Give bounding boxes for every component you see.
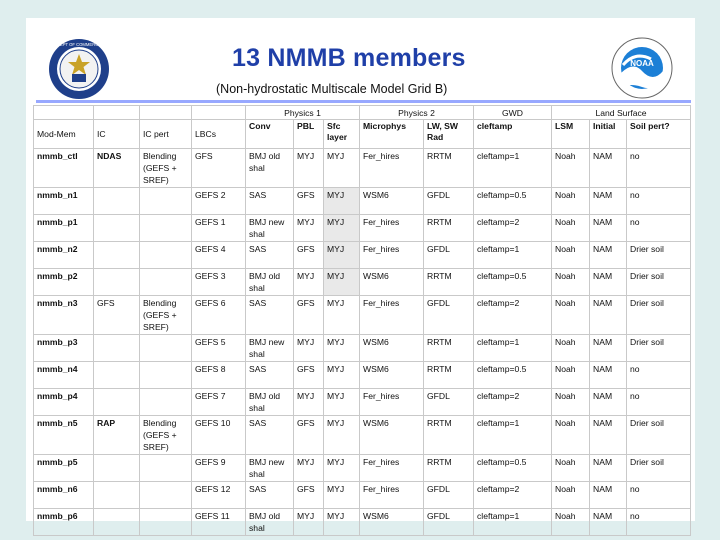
cell-pbl: GFS bbox=[294, 416, 324, 455]
cell-gwd: cleftamp=0.5 bbox=[474, 188, 552, 215]
svg-text:DEPT OF COMMERCE: DEPT OF COMMERCE bbox=[56, 42, 102, 47]
cell-lbc: GEFS 5 bbox=[192, 335, 246, 362]
col-header: Conv bbox=[246, 120, 294, 149]
cell-mem: nmmb_p1 bbox=[34, 215, 94, 242]
cell-lbc: GEFS 7 bbox=[192, 389, 246, 416]
table-row bbox=[34, 362, 691, 389]
table-row bbox=[34, 296, 691, 335]
cell-mem: nmmb_n2 bbox=[34, 242, 94, 269]
cell-ic: RAP bbox=[94, 416, 140, 455]
cell-conv: SAS bbox=[246, 362, 294, 389]
cell-pbl: MYJ bbox=[294, 455, 324, 482]
cell-mem: nmmb_n6 bbox=[34, 482, 94, 509]
cell-soil: no bbox=[627, 509, 691, 536]
col-header: PBL bbox=[294, 120, 324, 149]
cell-init: NAM bbox=[590, 455, 627, 482]
cell-lsm: Noah bbox=[552, 242, 590, 269]
cell-ic bbox=[94, 455, 140, 482]
cell-lbc: GEFS 10 bbox=[192, 416, 246, 455]
cell-init: NAM bbox=[590, 269, 627, 296]
cell-gwd: cleftamp=1 bbox=[474, 416, 552, 455]
cell-init: NAM bbox=[590, 389, 627, 416]
cell-lbc: GEFS 12 bbox=[192, 482, 246, 509]
cell-lbc: GEFS 1 bbox=[192, 215, 246, 242]
cell-pbl: GFS bbox=[294, 188, 324, 215]
cell-sfc: MYJ bbox=[324, 389, 360, 416]
cell-lsm: Noah bbox=[552, 509, 590, 536]
cell-soil: no bbox=[627, 389, 691, 416]
group-header-row bbox=[34, 106, 691, 120]
cell-mem: nmmb_n1 bbox=[34, 188, 94, 215]
cell-lbc: GEFS 4 bbox=[192, 242, 246, 269]
cell-conv: SAS bbox=[246, 482, 294, 509]
cell-init: NAM bbox=[590, 215, 627, 242]
cell-soil: no bbox=[627, 362, 691, 389]
cell-icpert: Blending (GEFS + SREF) bbox=[140, 296, 192, 335]
cell-rad: RRTM bbox=[424, 416, 474, 455]
cell-lsm: Noah bbox=[552, 362, 590, 389]
cell-icpert: Blending (GEFS + SREF) bbox=[140, 149, 192, 188]
cell-conv: BMJ new shal bbox=[246, 335, 294, 362]
cell-soil: Drier soil bbox=[627, 269, 691, 296]
cell-rad: GFDL bbox=[424, 509, 474, 536]
cell-soil: no bbox=[627, 188, 691, 215]
cell-lsm: Noah bbox=[552, 296, 590, 335]
cell-pbl: MYJ bbox=[294, 509, 324, 536]
col-header: Mod-Mem bbox=[34, 120, 94, 149]
cell-rad: RRTM bbox=[424, 215, 474, 242]
cell-lsm: Noah bbox=[552, 389, 590, 416]
table-row bbox=[34, 509, 691, 536]
cell-ic bbox=[94, 269, 140, 296]
cell-gwd: cleftamp=2 bbox=[474, 215, 552, 242]
cell-gwd: cleftamp=1 bbox=[474, 335, 552, 362]
cell-sfc: MYJ bbox=[324, 335, 360, 362]
cell-pbl: GFS bbox=[294, 242, 324, 269]
cell-micro: WSM6 bbox=[360, 509, 424, 536]
cell-gwd: cleftamp=0.5 bbox=[474, 269, 552, 296]
cell-mem: nmmb_p3 bbox=[34, 335, 94, 362]
cell-sfc: MYJ bbox=[324, 416, 360, 455]
cell-icpert bbox=[140, 455, 192, 482]
cell-lbc: GFS bbox=[192, 149, 246, 188]
table-row bbox=[34, 455, 691, 482]
cell-init: NAM bbox=[590, 416, 627, 455]
cell-conv: SAS bbox=[246, 188, 294, 215]
cell-lsm: Noah bbox=[552, 335, 590, 362]
table-row bbox=[34, 389, 691, 416]
cell-ic bbox=[94, 242, 140, 269]
cell-soil: Drier soil bbox=[627, 296, 691, 335]
cell-conv: SAS bbox=[246, 296, 294, 335]
cell-rad: RRTM bbox=[424, 455, 474, 482]
cell-soil: Drier soil bbox=[627, 455, 691, 482]
cell-gwd: cleftamp=2 bbox=[474, 482, 552, 509]
cell-pbl: GFS bbox=[294, 296, 324, 335]
table-row bbox=[34, 335, 691, 362]
cell-icpert bbox=[140, 242, 192, 269]
cell-rad: GFDL bbox=[424, 482, 474, 509]
cell-micro: Fer_hires bbox=[360, 455, 424, 482]
cell-mem: nmmb_p6 bbox=[34, 509, 94, 536]
cell-conv: BMJ new shal bbox=[246, 215, 294, 242]
cell-micro: WSM6 bbox=[360, 188, 424, 215]
cell-lsm: Noah bbox=[552, 269, 590, 296]
cell-lsm: Noah bbox=[552, 188, 590, 215]
cell-micro: Fer_hires bbox=[360, 482, 424, 509]
column-header-row bbox=[34, 120, 691, 149]
cell-conv: SAS bbox=[246, 416, 294, 455]
cell-micro: Fer_hires bbox=[360, 296, 424, 335]
cell-rad: GFDL bbox=[424, 389, 474, 416]
cell-icpert bbox=[140, 362, 192, 389]
table-row bbox=[34, 188, 691, 215]
cell-ic bbox=[94, 335, 140, 362]
cell-conv: BMJ old shal bbox=[246, 389, 294, 416]
cell-sfc: MYJ bbox=[324, 362, 360, 389]
cell-micro: Fer_hires bbox=[360, 389, 424, 416]
cell-sfc: MYJ bbox=[324, 242, 360, 269]
cell-init: NAM bbox=[590, 482, 627, 509]
cell-ic bbox=[94, 389, 140, 416]
cell-micro: Fer_hires bbox=[360, 215, 424, 242]
cell-soil: Drier soil bbox=[627, 416, 691, 455]
cell-gwd: cleftamp=2 bbox=[474, 389, 552, 416]
cell-gwd: cleftamp=2 bbox=[474, 296, 552, 335]
cell-gwd: cleftamp=1 bbox=[474, 509, 552, 536]
cell-lbc: GEFS 2 bbox=[192, 188, 246, 215]
cell-lbc: GEFS 3 bbox=[192, 269, 246, 296]
cell-init: NAM bbox=[590, 362, 627, 389]
cell-icpert bbox=[140, 215, 192, 242]
cell-pbl: MYJ bbox=[294, 149, 324, 188]
cell-mem: nmmb_n4 bbox=[34, 362, 94, 389]
group-physics2: Physics 2 bbox=[360, 106, 474, 120]
cell-icpert bbox=[140, 509, 192, 536]
table-row bbox=[34, 215, 691, 242]
cell-icpert bbox=[140, 269, 192, 296]
page-subtitle: (Non-hydrostatic Multiscale Model Grid B) bbox=[216, 82, 448, 96]
cell-sfc: MYJ bbox=[324, 188, 360, 215]
cell-mem: nmmb_n5 bbox=[34, 416, 94, 455]
cell-soil: no bbox=[627, 149, 691, 188]
cell-icpert bbox=[140, 389, 192, 416]
cell-gwd: cleftamp=0.5 bbox=[474, 362, 552, 389]
cell-sfc: MYJ bbox=[324, 482, 360, 509]
col-header: LW, SW Rad bbox=[424, 120, 474, 149]
cell-ic bbox=[94, 482, 140, 509]
title-rule bbox=[36, 100, 691, 103]
col-header: Initial bbox=[590, 120, 627, 149]
cell-mem: nmmb_n3 bbox=[34, 296, 94, 335]
cell-lsm: Noah bbox=[552, 149, 590, 188]
cell-lbc: GEFS 8 bbox=[192, 362, 246, 389]
col-header: Microphys bbox=[360, 120, 424, 149]
cell-init: NAM bbox=[590, 242, 627, 269]
cell-soil: Drier soil bbox=[627, 335, 691, 362]
cell-icpert bbox=[140, 482, 192, 509]
cell-ic bbox=[94, 215, 140, 242]
cell-pbl: MYJ bbox=[294, 215, 324, 242]
cell-init: NAM bbox=[590, 149, 627, 188]
cell-ic bbox=[94, 509, 140, 536]
cell-sfc: MYJ bbox=[324, 296, 360, 335]
cell-init: NAM bbox=[590, 509, 627, 536]
cell-icpert bbox=[140, 335, 192, 362]
cell-rad: RRTM bbox=[424, 269, 474, 296]
col-header: LSM bbox=[552, 120, 590, 149]
cell-soil: no bbox=[627, 482, 691, 509]
cell-rad: RRTM bbox=[424, 362, 474, 389]
col-header: IC bbox=[94, 120, 140, 149]
page-title: 13 NMMB members bbox=[232, 44, 466, 72]
svg-text:NOAA: NOAA bbox=[630, 59, 654, 68]
cell-conv: BMJ new shal bbox=[246, 455, 294, 482]
group-gwd: GWD bbox=[474, 106, 552, 120]
members-table bbox=[33, 105, 691, 536]
noaa-logo bbox=[611, 37, 673, 99]
cell-ic bbox=[94, 188, 140, 215]
cell-lsm: Noah bbox=[552, 215, 590, 242]
cell-conv: BMJ old shal bbox=[246, 149, 294, 188]
table-row bbox=[34, 269, 691, 296]
table-row bbox=[34, 416, 691, 455]
cell-micro: Fer_hires bbox=[360, 242, 424, 269]
table-row bbox=[34, 149, 691, 188]
cell-lbc: GEFS 6 bbox=[192, 296, 246, 335]
cell-init: NAM bbox=[590, 188, 627, 215]
cell-mem: nmmb_ctl bbox=[34, 149, 94, 188]
cell-sfc: MYJ bbox=[324, 269, 360, 296]
cell-init: NAM bbox=[590, 296, 627, 335]
cell-micro: WSM6 bbox=[360, 335, 424, 362]
cell-sfc: MYJ bbox=[324, 509, 360, 536]
table-row bbox=[34, 482, 691, 509]
col-header: cleftamp bbox=[474, 120, 552, 149]
col-header: Soil pert? bbox=[627, 120, 691, 149]
cell-conv: SAS bbox=[246, 242, 294, 269]
cell-ic: GFS bbox=[94, 296, 140, 335]
cell-lsm: Noah bbox=[552, 482, 590, 509]
cell-sfc: MYJ bbox=[324, 215, 360, 242]
cell-lsm: Noah bbox=[552, 455, 590, 482]
cell-rad: GFDL bbox=[424, 296, 474, 335]
cell-rad: GFDL bbox=[424, 242, 474, 269]
table-body bbox=[34, 149, 691, 536]
cell-pbl: MYJ bbox=[294, 269, 324, 296]
cell-gwd: cleftamp=0.5 bbox=[474, 455, 552, 482]
cell-micro: WSM6 bbox=[360, 269, 424, 296]
department-of-commerce-seal bbox=[48, 38, 110, 100]
cell-sfc: MYJ bbox=[324, 149, 360, 188]
col-header: Sfc layer bbox=[324, 120, 360, 149]
cell-lbc: GEFS 11 bbox=[192, 509, 246, 536]
cell-gwd: cleftamp=1 bbox=[474, 242, 552, 269]
cell-init: NAM bbox=[590, 335, 627, 362]
cell-micro: Fer_hires bbox=[360, 149, 424, 188]
cell-ic bbox=[94, 362, 140, 389]
cell-rad: RRTM bbox=[424, 149, 474, 188]
cell-conv: BMJ old shal bbox=[246, 509, 294, 536]
cell-icpert bbox=[140, 188, 192, 215]
cell-sfc: MYJ bbox=[324, 455, 360, 482]
cell-mem: nmmb_p2 bbox=[34, 269, 94, 296]
cell-rad: GFDL bbox=[424, 188, 474, 215]
cell-pbl: GFS bbox=[294, 482, 324, 509]
cell-micro: WSM6 bbox=[360, 362, 424, 389]
cell-mem: nmmb_p5 bbox=[34, 455, 94, 482]
col-header: IC pert bbox=[140, 120, 192, 149]
cell-lbc: GEFS 9 bbox=[192, 455, 246, 482]
cell-lsm: Noah bbox=[552, 416, 590, 455]
cell-gwd: cleftamp=1 bbox=[474, 149, 552, 188]
cell-soil: Drier soil bbox=[627, 242, 691, 269]
cell-conv: BMJ old shal bbox=[246, 269, 294, 296]
cell-rad: RRTM bbox=[424, 335, 474, 362]
cell-pbl: MYJ bbox=[294, 335, 324, 362]
cell-soil: no bbox=[627, 215, 691, 242]
col-header: LBCs bbox=[192, 120, 246, 149]
group-physics1: Physics 1 bbox=[246, 106, 360, 120]
cell-mem: nmmb_p4 bbox=[34, 389, 94, 416]
cell-micro: WSM6 bbox=[360, 416, 424, 455]
cell-pbl: GFS bbox=[294, 362, 324, 389]
cell-ic: NDAS bbox=[94, 149, 140, 188]
table-row bbox=[34, 242, 691, 269]
cell-icpert: Blending (GEFS + SREF) bbox=[140, 416, 192, 455]
cell-pbl: MYJ bbox=[294, 389, 324, 416]
group-land-surface: Land Surface bbox=[552, 106, 691, 120]
